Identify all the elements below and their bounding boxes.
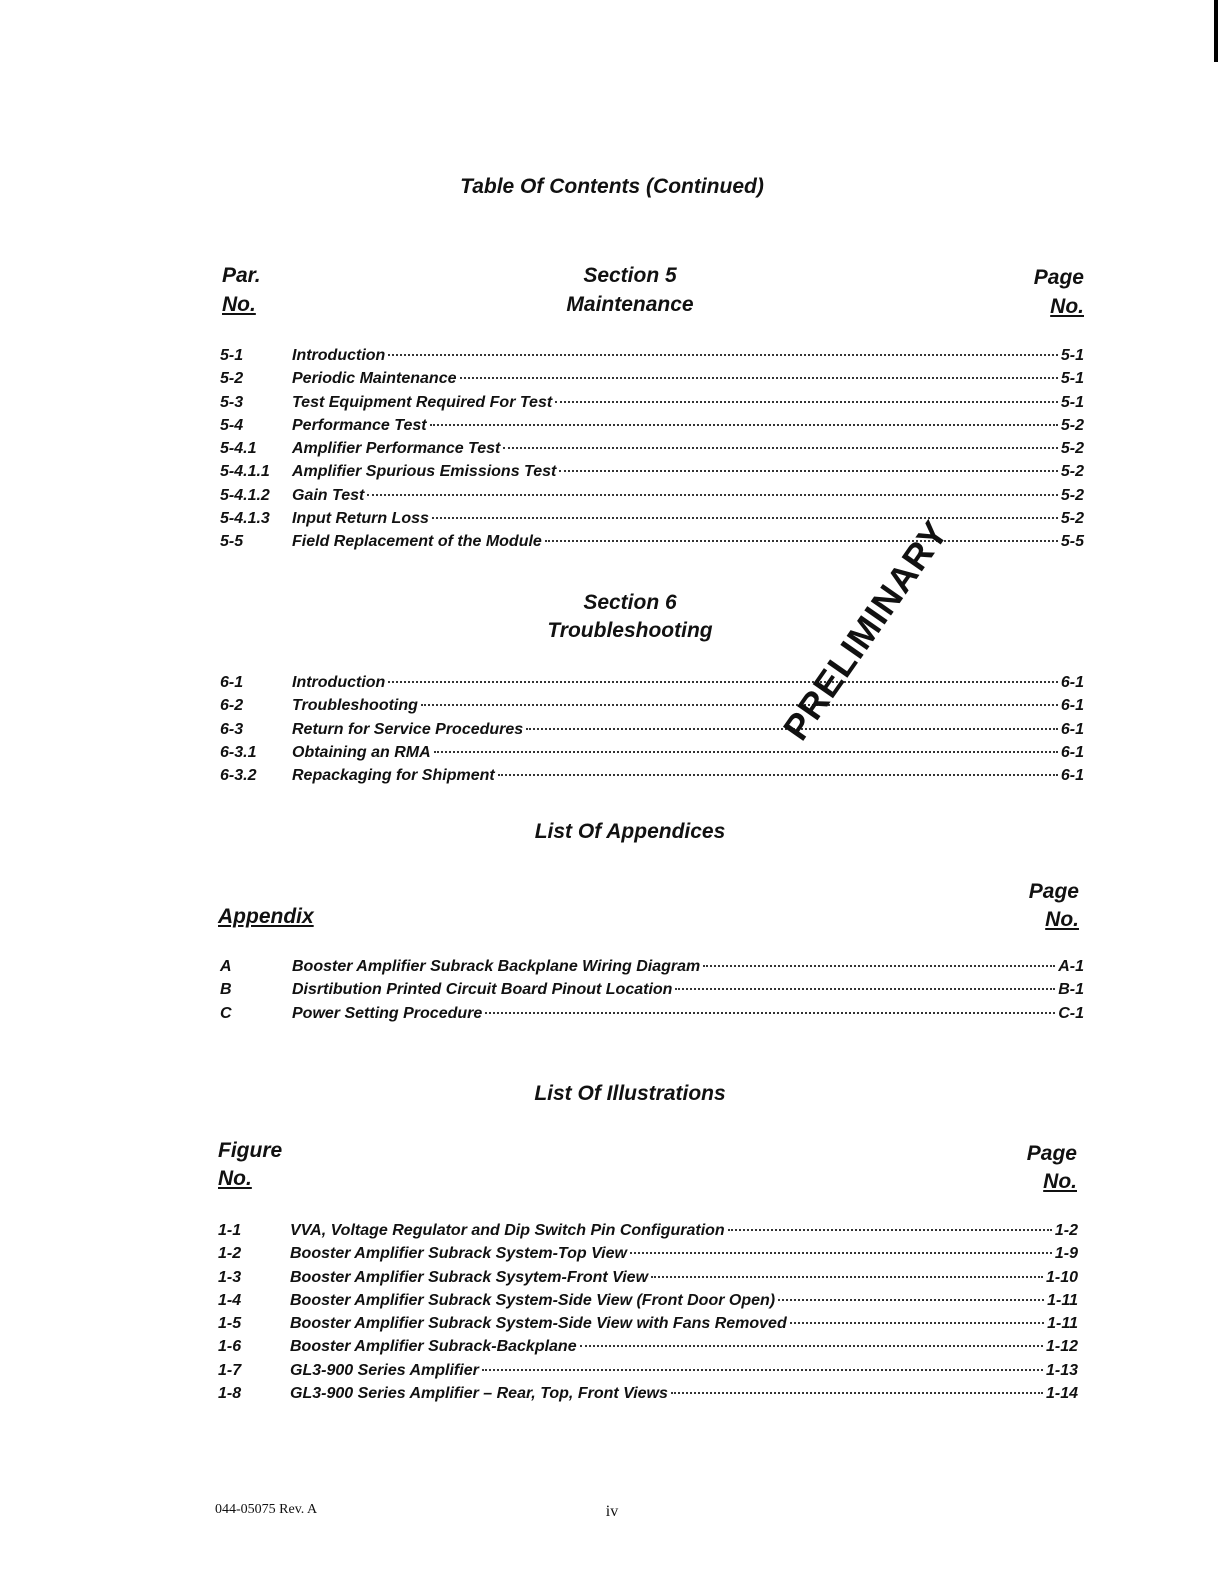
entry-page: 1-9	[1054, 1245, 1078, 1263]
dot-leader	[703, 965, 1055, 967]
edge-mark	[1214, 0, 1218, 62]
entry-title: GL3-900 Series Amplifier – Rear, Top, Front Views	[290, 1385, 668, 1403]
figure-label: Figure	[218, 1139, 283, 1162]
entry-number: 1-5	[218, 1315, 242, 1333]
entry-page: 6-1	[1060, 720, 1084, 738]
entry-page: 5-1	[1060, 393, 1084, 411]
par-no-label: No.	[222, 293, 256, 316]
toc-entry	[220, 347, 1084, 370]
dot-leader	[790, 1322, 1044, 1324]
entry-title: Input Return Loss	[292, 510, 429, 528]
entry-title: Booster Amplifier Subrack Backplane Wiring Diagram	[292, 958, 701, 975]
entry-page: 5-2	[1060, 463, 1084, 481]
entry-page: 5-2	[1060, 486, 1084, 504]
entry-page: 5-2	[1060, 510, 1084, 528]
dot-leader	[498, 774, 1058, 776]
section5-subheading: Maintenance	[566, 293, 694, 316]
entry-title: GL3-900 Series Amplifier	[290, 1361, 479, 1379]
entry-page: 6-1	[1060, 743, 1084, 761]
appendices-heading: List Of Appendices	[534, 820, 726, 843]
toc-entry	[220, 958, 1084, 981]
entry-title: Booster Amplifier Subrack Sysytem-Front View	[290, 1268, 649, 1286]
dot-leader	[545, 540, 1058, 542]
entry-title: Return for Service Procedures	[292, 720, 524, 738]
entry-title: Amplifier Spurious Emissions Test	[292, 463, 557, 481]
entry-title: Troubleshooting	[292, 697, 418, 715]
entry-title: Repackaging for Shipment	[292, 767, 495, 785]
toc-entry	[220, 721, 1084, 744]
section5-heading: Section 5	[583, 264, 677, 287]
entry-number: 6-2	[220, 697, 244, 715]
entry-title: Obtaining an RMA	[292, 743, 431, 761]
entry-number: 5-4.1.2	[220, 486, 270, 504]
entry-page: 5-5	[1060, 533, 1084, 551]
page-title: Table Of Contents (Continued)	[460, 175, 764, 198]
dot-leader	[434, 751, 1058, 753]
entry-title: Power Setting Procedure	[292, 1004, 483, 1022]
entry-number: 5-1	[220, 347, 244, 364]
entry-page: 5-1	[1060, 370, 1084, 388]
entry-page: 1-10	[1045, 1268, 1078, 1286]
appendix-label: Appendix	[218, 905, 314, 928]
toc-entry	[218, 1315, 1078, 1338]
entry-number: 1-1	[218, 1222, 242, 1239]
toc-entry	[220, 487, 1084, 510]
toc-entry	[218, 1385, 1078, 1408]
section5-list	[220, 347, 1084, 557]
dot-leader	[580, 1345, 1043, 1347]
entry-number: 6-1	[220, 674, 244, 691]
entry-number: 6-3.2	[220, 767, 257, 785]
dot-leader	[388, 681, 1058, 683]
dot-leader	[367, 494, 1058, 496]
dot-leader	[555, 401, 1058, 403]
entry-title: Introduction	[292, 347, 386, 364]
toc-entry	[220, 510, 1084, 533]
entry-number: 5-4.1	[220, 440, 257, 458]
entry-number: 5-5	[220, 533, 244, 551]
entry-title: Periodic Maintenance	[292, 370, 457, 388]
toc-entry	[220, 417, 1084, 440]
entry-page: 1-11	[1047, 1315, 1078, 1333]
illustrations-page-label: Page	[1026, 1142, 1077, 1165]
entry-number: 1-4	[218, 1291, 242, 1309]
section6-subheading: Troubleshooting	[547, 619, 713, 642]
illustrations-list	[218, 1222, 1078, 1408]
toc-entry	[218, 1269, 1078, 1292]
toc-entry	[220, 744, 1084, 767]
entry-number: 1-8	[218, 1385, 242, 1403]
dot-leader	[460, 377, 1058, 379]
entry-page: 6-1	[1060, 674, 1084, 691]
dot-leader	[651, 1276, 1043, 1278]
dot-leader	[675, 988, 1055, 990]
toc-entry	[220, 370, 1084, 393]
toc-entry	[220, 674, 1084, 697]
entry-title: Introduction	[292, 674, 386, 691]
toc-entry	[220, 981, 1084, 1004]
appendices-list	[220, 958, 1084, 1028]
entry-page: C-1	[1058, 1004, 1084, 1022]
entry-number: C	[220, 1004, 232, 1022]
toc-entry	[220, 463, 1084, 486]
entry-number: 1-3	[218, 1268, 242, 1286]
dot-leader	[778, 1299, 1044, 1301]
entry-title: Gain Test	[292, 486, 365, 504]
entry-title: Booster Amplifier Subrack System-Top View	[290, 1245, 627, 1263]
entry-number: 1-6	[218, 1338, 242, 1356]
entry-number: 5-4.1.3	[220, 510, 270, 528]
entry-number: 5-3	[220, 393, 244, 411]
appendix-page-no-label: No.	[1045, 908, 1079, 931]
page-no-label: No.	[1050, 295, 1084, 318]
page-label: Page	[1033, 266, 1084, 289]
toc-entry	[218, 1245, 1078, 1268]
doc-number: 044-05075 Rev. A	[215, 1502, 318, 1517]
entry-page: 1-13	[1045, 1361, 1078, 1379]
dot-leader	[388, 354, 1058, 356]
entry-title: Booster Amplifier Subrack System-Side View with Fans Removed	[290, 1315, 787, 1333]
entry-title: Performance Test	[292, 416, 427, 434]
dot-leader	[482, 1369, 1043, 1371]
dot-leader	[671, 1392, 1043, 1394]
dot-leader	[430, 424, 1058, 426]
dot-leader	[559, 470, 1058, 472]
entry-number: 5-4	[220, 416, 244, 434]
entry-page: 6-1	[1060, 767, 1084, 785]
section6-list	[220, 674, 1084, 790]
entry-number: A	[220, 958, 232, 975]
entry-number: 6-3.1	[220, 743, 257, 761]
entry-number: B	[220, 981, 232, 999]
entry-title: Booster Amplifier Subrack System-Side View (Front Door Open)	[290, 1291, 776, 1309]
entry-page: 1-2	[1054, 1222, 1078, 1239]
entry-number: 5-4.1.1	[220, 463, 270, 481]
dot-leader	[432, 517, 1058, 519]
toc-entry	[220, 767, 1084, 790]
entry-page: A-1	[1058, 958, 1084, 975]
entry-title: VVA, Voltage Regulator and Dip Switch Pin Configuration	[290, 1222, 725, 1239]
entry-title: Field Replacement of the Module	[292, 533, 542, 551]
section6-heading: Section 6	[583, 591, 677, 614]
toc-entry	[220, 697, 1084, 720]
toc-entry	[220, 1005, 1084, 1028]
entry-number: 5-2	[220, 370, 244, 388]
entry-number: 1-2	[218, 1245, 242, 1263]
entry-title: Booster Amplifier Subrack-Backplane	[290, 1338, 577, 1356]
entry-page: 6-1	[1060, 697, 1084, 715]
appendix-page-label: Page	[1028, 880, 1079, 903]
par-label: Par.	[222, 264, 261, 287]
entry-title: Disrtibution Printed Circuit Board Pinout Location	[292, 981, 673, 999]
toc-entry	[218, 1362, 1078, 1385]
toc-entry	[220, 440, 1084, 463]
dot-leader	[503, 447, 1058, 449]
entry-page: 5-1	[1060, 347, 1084, 364]
figure-no-label: No.	[218, 1167, 252, 1190]
dot-leader	[728, 1229, 1052, 1231]
preliminary-stamp: PRELIMINARY	[774, 512, 957, 748]
entry-page: 5-2	[1060, 416, 1084, 434]
entry-page: 5-2	[1060, 440, 1084, 458]
entry-page: B-1	[1058, 981, 1084, 999]
dot-leader	[630, 1252, 1052, 1254]
illustrations-page-no-label: No.	[1043, 1170, 1077, 1193]
entry-page: 1-12	[1045, 1338, 1078, 1356]
entry-number: 6-3	[220, 720, 244, 738]
entry-title: Test Equipment Required For Test	[292, 393, 553, 411]
illustrations-heading: List Of Illustrations	[534, 1082, 726, 1105]
toc-entry	[220, 394, 1084, 417]
entry-page: 1-14	[1045, 1385, 1078, 1403]
entry-page: 1-11	[1047, 1291, 1078, 1309]
entry-title: Amplifier Performance Test	[292, 440, 501, 458]
page-number: iv	[605, 1503, 619, 1520]
entry-number: 1-7	[218, 1361, 242, 1379]
toc-entry	[218, 1222, 1078, 1245]
dot-leader	[421, 704, 1058, 706]
dot-leader	[485, 1012, 1055, 1014]
toc-entry	[218, 1338, 1078, 1361]
toc-entry	[218, 1292, 1078, 1315]
